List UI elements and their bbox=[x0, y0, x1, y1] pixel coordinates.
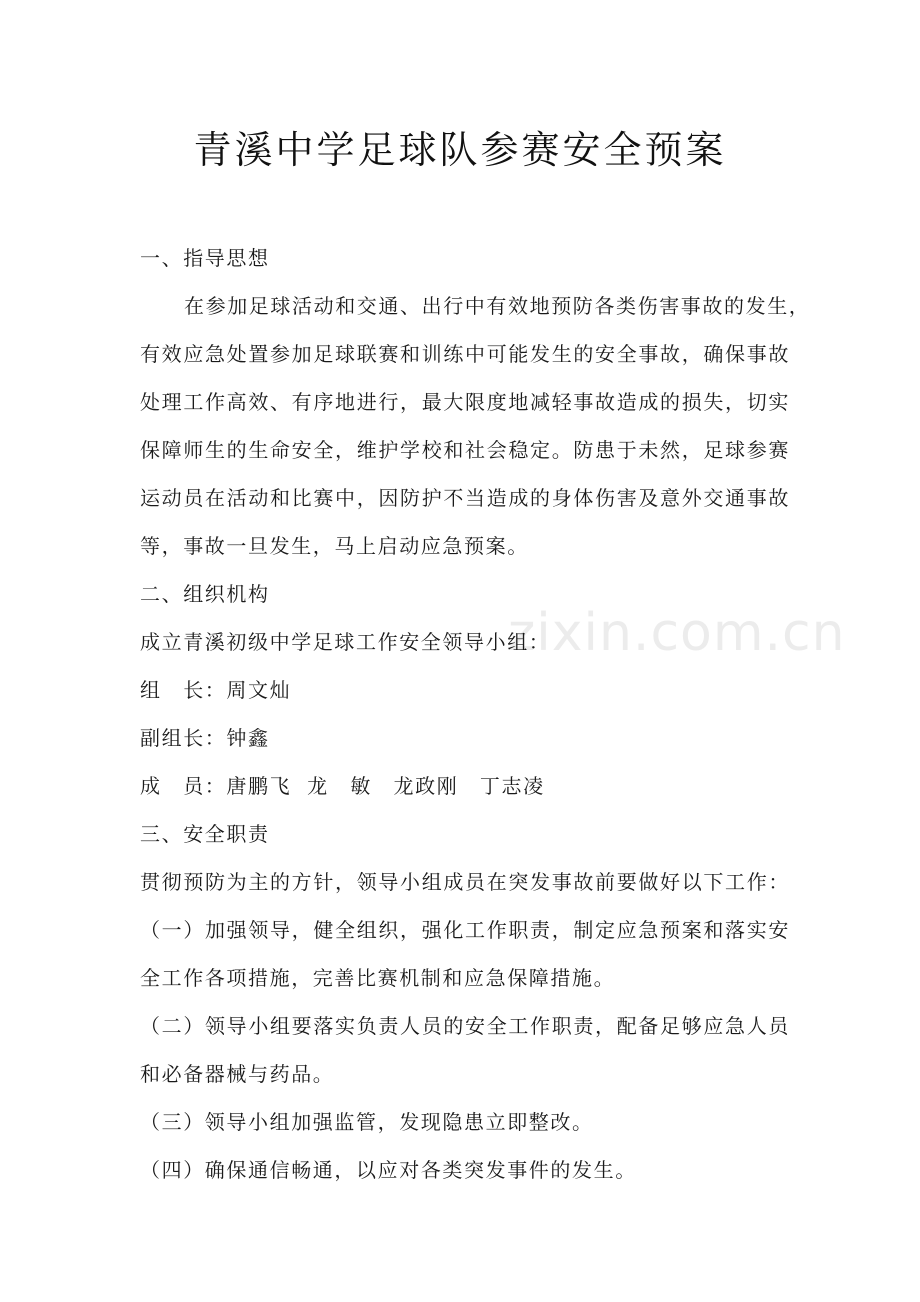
section-heading: 三、安全职责 bbox=[140, 822, 270, 846]
paragraph-line: 保障师生的生命安全，维护学校和社会稳定。防患于未然，足球参赛 bbox=[140, 438, 790, 462]
paragraph-line: 成立青溪初级中学足球工作安全领导小组： bbox=[140, 630, 551, 654]
deputy-leader-line: 副组长：钟鑫 bbox=[140, 726, 270, 750]
list-item-line: 和必备器械与药品。 bbox=[140, 1062, 335, 1086]
paragraph-line: 有效应急处置参加足球联赛和训练中可能发生的安全事故，确保事故 bbox=[140, 342, 790, 366]
paragraph-line: 处理工作高效、有序地进行，最大限度地减轻事故造成的损失，切实 bbox=[140, 390, 790, 414]
document-body bbox=[140, 234, 811, 1194]
list-item-line: （一）加强领导，健全组织，强化工作职责，制定应急预案和落实安 bbox=[140, 918, 790, 942]
list-item-line: （三）领导小组加强监管，发现隐患立即整改。 bbox=[140, 1110, 594, 1134]
group-leader-line: 组 长：周文灿 bbox=[140, 678, 292, 702]
list-item-line: （二）领导小组要落实负责人员的安全工作职责，配备足够应急人员 bbox=[140, 1014, 790, 1038]
paragraph-line: 贯彻预防为主的方针，领导小组成员在突发事故前要做好以下工作： bbox=[140, 870, 790, 894]
section-heading: 一、指导思想 bbox=[140, 246, 270, 270]
document-title: 青溪中学足球队参赛安全预案 bbox=[193, 128, 727, 172]
section-heading: 二、组织机构 bbox=[140, 582, 270, 606]
members-line: 成 员：唐鹏飞 龙 敏 龙政刚 丁志凌 bbox=[140, 774, 545, 798]
paragraph-line: 在参加足球活动和交通、出行中有效地预防各类伤害事故的发生， bbox=[184, 294, 811, 318]
paragraph-line: 运动员在活动和比赛中，因防护不当造成的身体伤害及意外交通事故 bbox=[140, 486, 790, 510]
paragraph-line: 等，事故一旦发生，马上启动应急预案。 bbox=[140, 534, 529, 558]
list-item-line: 全工作各项措施，完善比赛机制和应急保障措施。 bbox=[140, 966, 616, 990]
watermark: zixin.com.cn bbox=[508, 603, 846, 663]
list-item-line: （四）确保通信畅通，以应对各类突发事件的发生。 bbox=[140, 1158, 637, 1182]
